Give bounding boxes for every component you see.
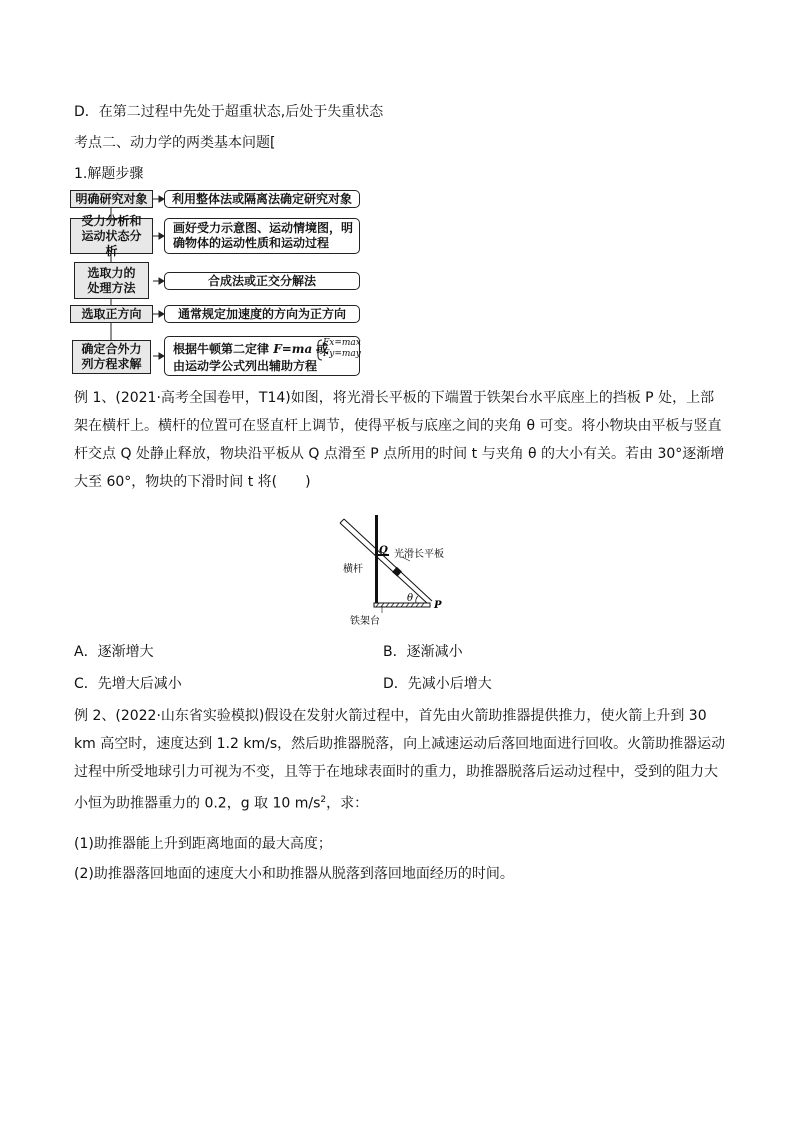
fx-formula: Fx=max <box>323 338 361 348</box>
section-title: 考点二、动力学的两类基本问题[ <box>74 135 276 151</box>
example-1-text: 例 1、(2021·高考全国卷甲，T14)如图，将光滑长平板的下端置于铁架台水平底座上的挡板 P 处，上部架在横杆上。横杆的位置可在竖直杆上调节，使得平板与底座之间的夹角 θ 可变。将小物块由平板与竖直杆交点 Q 处静止释放，物块沿平板从 Q 点滑至 P 点所用的时间 t 与夹角 θ 的大小有关。若由 30°逐渐增大至 60°，物块的下滑时间 t 将( ) <box>74 390 725 490</box>
flow-step-2-right: 画好受力示意图、运动情境图，明确物体的运动性质和运动过程 <box>164 218 360 254</box>
newton-law-text: 根据牛顿第二定律 <box>173 342 270 356</box>
flow-step-4-left: 选取正方向 <box>70 305 153 323</box>
brace-icon <box>315 339 323 361</box>
label-plate: 光滑长平板 <box>394 549 444 560</box>
flow-step-2-left: 受力分析和运动状态分析 <box>70 218 153 254</box>
label-stand: 铁架台 <box>350 616 380 627</box>
flow-step-5-right <box>164 336 360 376</box>
flow-step-1-left: 明确研究对象 <box>70 190 153 208</box>
auxiliary-equation-text: 由运动学公式列出辅助方程 <box>173 359 318 373</box>
option-d: D．先减小后增大 <box>383 676 492 692</box>
question-1: (1)助推器能上升到距离地面的最大高度； <box>74 836 332 852</box>
flow-step-3-left: 选取力的处理方法 <box>74 262 149 299</box>
option-d-previous: D．在第二过程中先处于超重状态,后处于失重状态 <box>74 104 384 120</box>
flow-step-3-right: 合成法或正交分解法 <box>164 272 360 290</box>
label-theta: θ <box>407 593 414 604</box>
newton-formula: F=ma <box>273 342 313 356</box>
flow-step-4-right: 通常规定加速度的方向为正方向 <box>164 305 360 323</box>
example-2-text: 例 2、(2022·山东省实验模拟)假设在发射火箭过程中，首先由火箭助推器提供推力，使火箭上升到 30 km 高空时，速度达到 1.2 km/s，然后助推器脱落，向上减速运动后落回地面进行回收。火箭助推器运动过程中所受地球引力可视为不变，且等于在地球表面时的重力，助推器脱落后运动过程中，受到的阻力大小恒为助推器重力的 0.2，g 取 10 $m/s^2$，求： <box>74 708 726 812</box>
flow-step-5-left: 确定合外力列方程求解 <box>72 340 151 374</box>
label-p: P <box>434 600 442 611</box>
incline-figure <box>330 510 470 630</box>
unit-exponent: 2 <box>320 795 327 805</box>
option-b: B．逐渐减小 <box>383 644 463 660</box>
small-block <box>392 567 402 577</box>
long-plate <box>340 519 432 604</box>
label-q: Q <box>379 545 388 556</box>
angle-arc <box>416 596 418 603</box>
label-bar: 横杆 <box>343 564 363 575</box>
question-2: (2)助推器落回地面的速度大小和助推器从脱落到落回地面经历的时间。 <box>74 866 514 882</box>
option-c: C．先增大后减小 <box>74 676 182 692</box>
steps-title: 1.解题步骤 <box>74 166 144 182</box>
fy-formula: Fy=may <box>323 349 361 359</box>
or-text: 或 <box>316 342 329 356</box>
vertical-rod <box>375 515 378 605</box>
flow-step-1-right: 利用整体法或隔离法确定研究对象 <box>164 190 360 208</box>
option-a: A．逐渐增大 <box>74 644 154 660</box>
